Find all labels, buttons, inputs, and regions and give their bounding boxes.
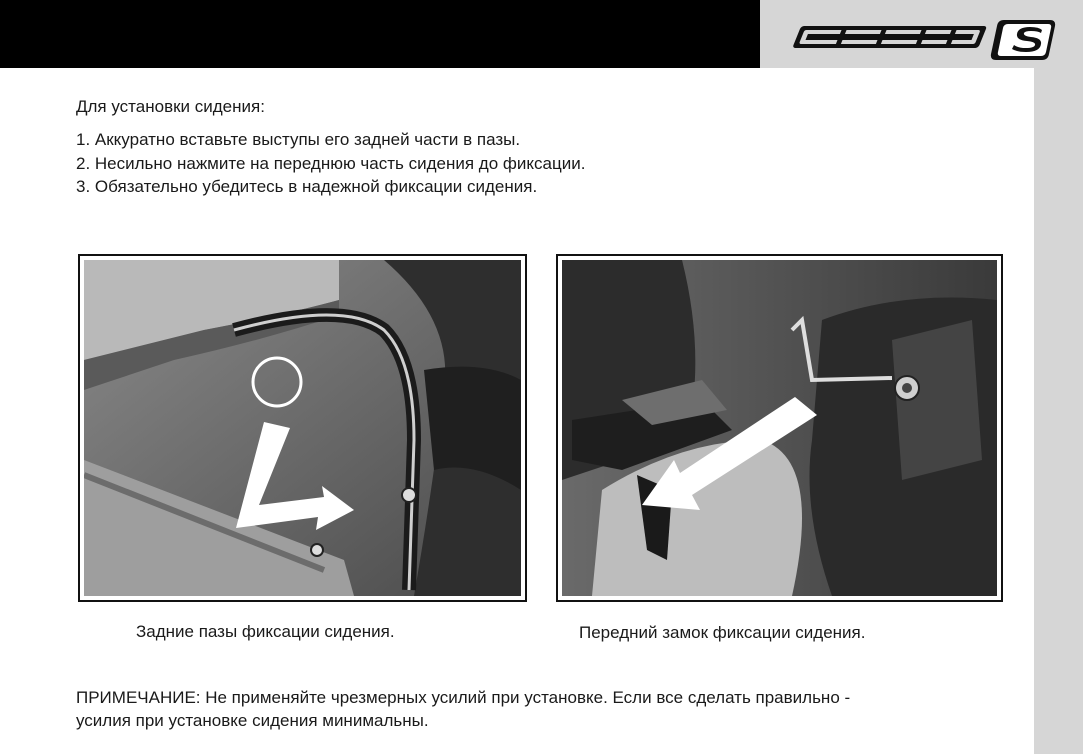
rear-slots-photo <box>84 260 521 596</box>
caption-front-lock: Передний замок фиксации сидения. <box>579 623 866 642</box>
step-1: 1. Аккуратно вставьте выступы его задней части в пазы. <box>76 130 521 149</box>
front-lock-photo <box>562 260 997 596</box>
step-3: 3. Обязательно убедитесь в надежной фиксации сидения. <box>76 177 538 196</box>
instructions-intro: Для установки сидения: <box>76 97 265 116</box>
instruction-steps <box>76 128 585 199</box>
side-stripe <box>1034 68 1083 754</box>
photo-front-lock <box>556 254 1003 602</box>
header-bar <box>0 0 760 68</box>
photo-rear-slots <box>78 254 527 602</box>
caption-rear-slots: Задние пазы фиксации сидения. <box>136 622 395 641</box>
step-2: 2. Несильно нажмите на переднюю часть сидения до фиксации. <box>76 153 586 173</box>
note-line-1: ПРИМЕЧАНИЕ: Не применяйте чрезмерных усилий при установке. Если все сделать правильно - <box>76 688 851 707</box>
note-line-2: усилия при установке сидения минимальны. <box>76 711 429 730</box>
stels-logo <box>780 14 1060 60</box>
note-block <box>76 686 1026 732</box>
